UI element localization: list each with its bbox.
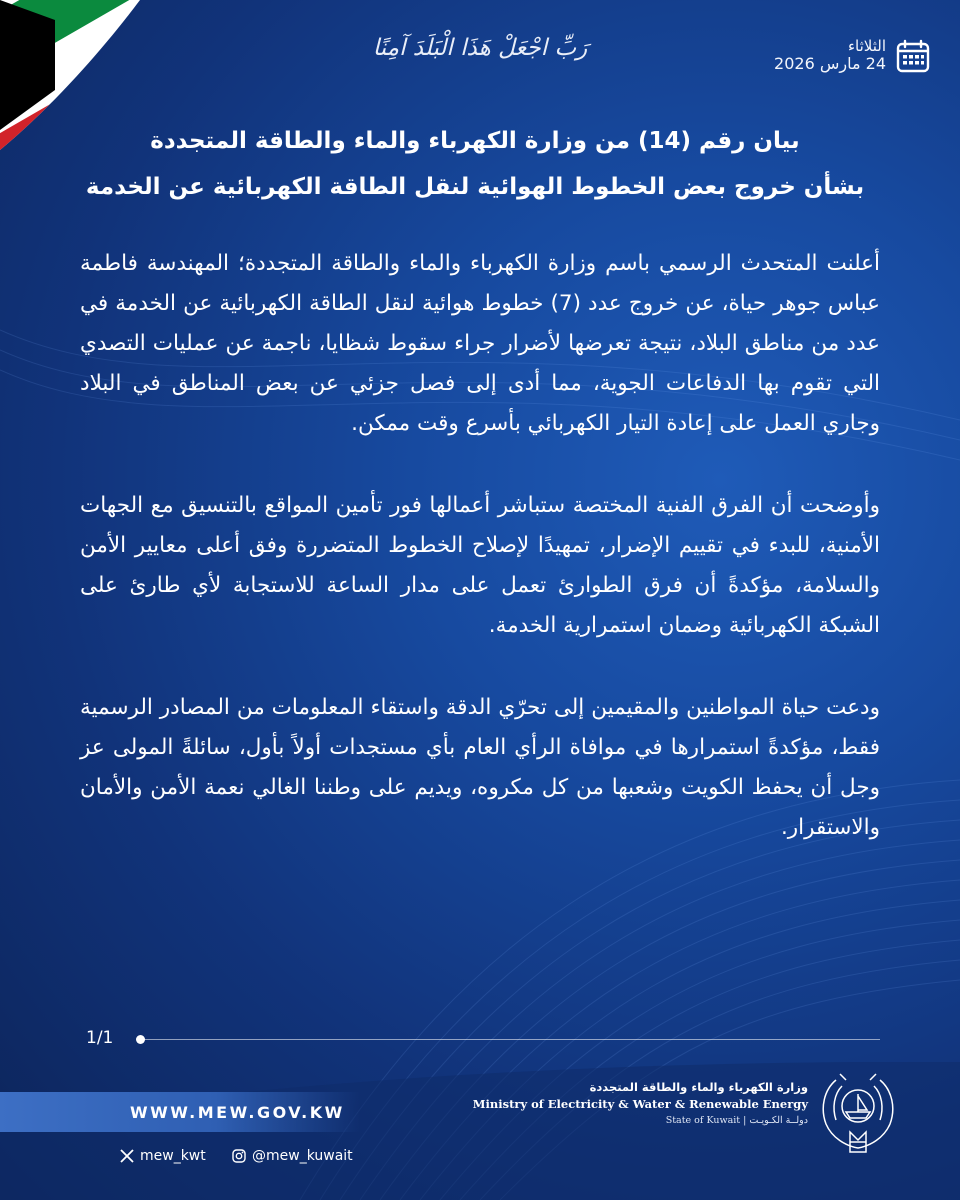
- title-line-2: بشأن خروج بعض الخطوط الهوائية لنقل الطاقة الكهربائية عن الخدمة: [85, 174, 865, 200]
- statement-title: [70, 118, 880, 210]
- date-day: الثلاثاء: [847, 37, 886, 55]
- ministry-name-english: Ministry of Electricity & Water & Renewable Energy: [472, 1097, 808, 1111]
- website-link[interactable]: WWW.MEW.GOV.KW: [130, 1102, 345, 1122]
- calligraphy-verse: رَبِّ اجْعَلْ هَذَا الْبَلَدَ آمِنًا: [372, 35, 588, 61]
- page-indicator-line: [140, 1039, 880, 1040]
- body-paragraph-1: أعلنت المتحدث الرسمي باسم وزارة الكهرباء والماء والطاقة المتجددة؛ المهندسة فاطمة عباس جوهر حياة، عن خروج عدد (7) خطوط هوائية لنقل الطاقة الكهربائية عن الخدمة في عدد من مناطق البلاد، نتيجة تعرضها لأضرار جراء سقوط شظايا، ناجمة عن عمليات التصدي التي تقوم بها الدفاعات الجوية، مما أدى إلى فصل جزئي عن بعض المناطق في البلاد وجاري العمل على إعادة التيار الكهربائي بأسرع وقت ممكن.: [80, 251, 881, 436]
- body-paragraph-3: ودعت حياة المواطنين والمقيمين إلى تحرّي الدقة واستقاء المعلومات من المصادر الرسمية فقط، مؤكدةً استمرارها في موافاة الرأي العام بأي مستجدات أولاً بأول، سائلةً المولى عز وجل أن يحفظ الكويت وشعبها من كل مكروه، ويديم على وطننا الغالي نعمة الأمن والأمان والاستقرار.: [80, 695, 880, 840]
- ministry-identity: [473, 1080, 808, 1126]
- title-line-1: بيان رقم (14) من وزارة الكهرباء والماء والطاقة المتجددة: [150, 128, 800, 154]
- date-block: [774, 38, 930, 74]
- x-handle: mew_kwt: [140, 1148, 206, 1164]
- x-account[interactable]: [120, 1148, 206, 1164]
- instagram-account[interactable]: [232, 1148, 353, 1164]
- kuwait-emblem-icon: [816, 1066, 900, 1156]
- state-label: State of Kuwait | دولــة الكـويـت: [665, 1115, 808, 1126]
- date-full: 24 مارس 2026: [774, 54, 886, 74]
- instagram-icon: [232, 1149, 246, 1163]
- state-english: State of Kuwait: [665, 1115, 741, 1126]
- page-indicator: 1/1: [86, 1028, 114, 1048]
- body-paragraph-2: وأوضحت أن الفرق الفنية المختصة ستباشر أعمالها فور تأمين المواقع بالتنسيق مع الجهات الأمنية، للبدء في تقييم الإضرار، تمهيدًا لإصلاح الخطوط المتضررة وفق أعلى معايير الأمن والسلامة، مؤكدةً أن فرق الطوارئ تعمل على مدار الساعة للاستجابة لأي طارئ على الشبكة الكهربائية وضمان استمرارية الخدمة.: [80, 493, 880, 638]
- calendar-icon: [896, 39, 930, 73]
- website-banner[interactable]: [0, 1092, 360, 1132]
- x-logo-icon: [120, 1149, 134, 1163]
- ministry-name-arabic: وزارة الكهرباء والماء والطاقة المتجددة: [589, 1080, 808, 1094]
- state-arabic: دولــة الكـويـت: [749, 1115, 808, 1126]
- statement-body: [80, 244, 880, 890]
- instagram-handle: @mew_kuwait: [252, 1148, 353, 1164]
